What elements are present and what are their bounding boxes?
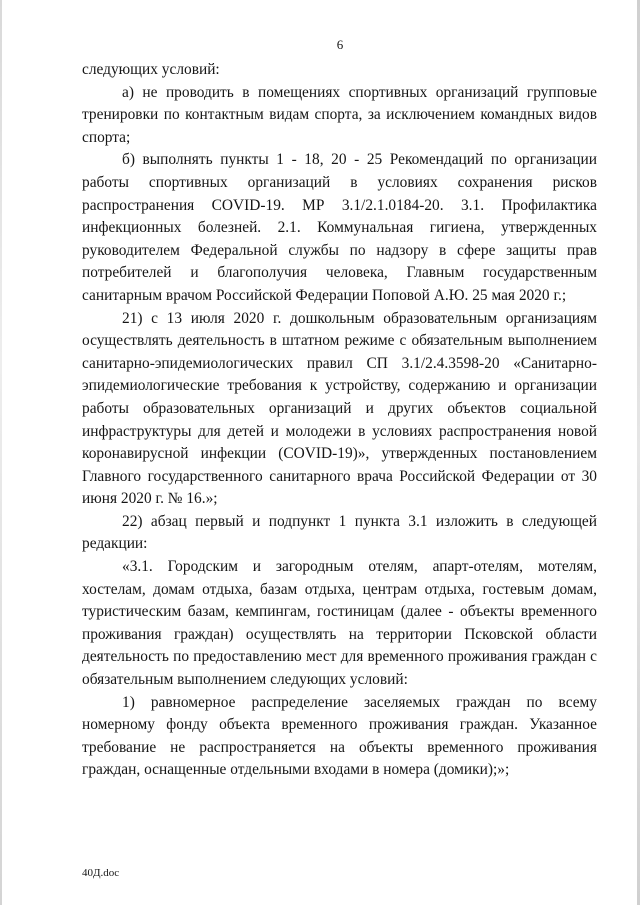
scan-edge-left [0,0,2,905]
paragraph-subclause-1: 1) равномерное распределение заселяемых граждан по всему номерному фонду объекта временного проживания граждан. Указанное требование не распространяется на объекты временного проживания граждан, оснащенные отдельными входами в номера (домики);»; [82,693,597,779]
page-number: 6 [336,37,344,52]
paragraph-clause-3-1: «3.1. Городским и загородным отелям, апарт-отелям, мотелям, хостелам, домам отдыха, базам отдыха, центрам отдыха, гостевым домам, туристическим базам, кемпингам, гостиницам (далее - объекты временного проживания граждан) осуществлять на территории Псковской области деятельность по предоставлению мест для временного проживания граждан с обязательным выполнением следующих условий: [82,558,597,689]
paragraph-item-b: б) выполнять пункты 1 - 18, 20 - 25 Рекомендаций по организации работы спортивных организаций в условиях сохранения рисков распространения COVID-19. МР 3.1/2.1.0184-20. 3.1. Профилактика инфекционных болезней. 2.1. Коммунальная гигиена, утвержденных руководителем Федеральной службы по надзору в сфере защиты прав потребителей и благополучия человека, Главным государственным санитарным врачом Российской Федерации Поповой А.Ю. 25 мая 2020 г.; [82,151,597,304]
paragraph-item-22: 22) абзац первый и подпункт 1 пункта 3.1 изложить в следующей редакции: [82,512,597,553]
paragraph-continuation: следующих условий: [82,61,220,78]
document-body [82,59,597,782]
footer-file-code: 40Д.doc [82,867,120,879]
paragraph-item-a: а) не проводить в помещениях спортивных организаций групповые тренировки по контактным видам спорта, за исключением командных видов спорта; [82,83,597,146]
paragraph-item-21: 21) с 13 июля 2020 г. дошкольным образовательным организациям осуществлять деятельность в штатном режиме с обязательным выполнением санитарно-эпидемиологических правил СП 3.1/2.4.3598-20 «Санитарно-эпидемиологические требования к устройству, содержанию и организации работы образовательных организаций и других объектов социальной инфраструктуры для детей и молодежи в условиях распространения новой коронавирусной инфекции (COVID-19)», утвержденных постановлением Главного государственного санитарного врача Российской Федерации от 30 июня 2020 г. № 16.»; [82,309,597,508]
